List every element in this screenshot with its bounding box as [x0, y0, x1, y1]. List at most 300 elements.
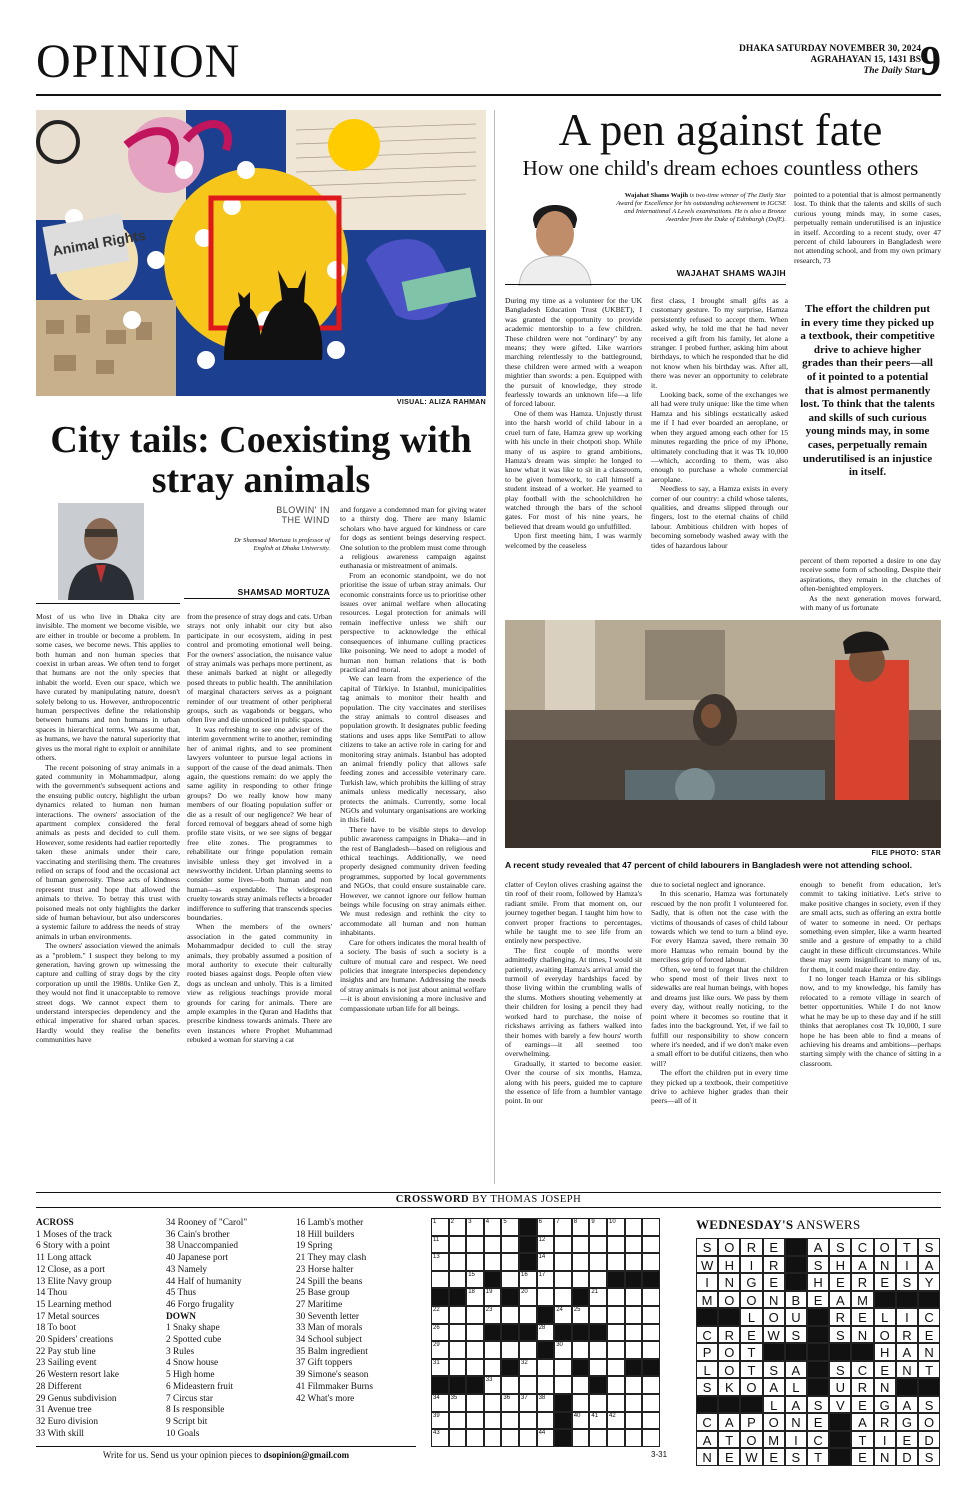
byline-rule: [184, 598, 330, 599]
grid-cell[interactable]: [572, 1394, 590, 1412]
grid-cell[interactable]: [554, 1341, 572, 1359]
grid-cell[interactable]: [642, 1253, 660, 1271]
clue: 8 Is responsible: [166, 1405, 225, 1416]
grid-number: 20: [521, 1289, 528, 1296]
answer-block: [718, 1308, 740, 1326]
answer-letter: P: [740, 1413, 762, 1431]
grid-cell[interactable]: [554, 1218, 572, 1236]
answer-block: [874, 1291, 896, 1309]
grid-cell[interactable]: [625, 1412, 643, 1430]
grid-cell[interactable]: [642, 1412, 660, 1430]
grid-number: 28: [538, 1324, 546, 1331]
grid-cell[interactable]: [607, 1429, 625, 1447]
answer-block: [896, 1378, 918, 1396]
grid-cell[interactable]: [537, 1394, 555, 1412]
grid-number: 14: [538, 1254, 546, 1261]
grid-cell[interactable]: [537, 1376, 555, 1394]
answer-letter: N: [785, 1413, 807, 1431]
answer-letter: G: [740, 1273, 762, 1291]
grid-number: 4: [485, 1219, 490, 1225]
answer-letter: E: [851, 1396, 873, 1414]
grid-cell[interactable]: [501, 1218, 519, 1236]
grid-block: [589, 1376, 607, 1394]
grid-cell[interactable]: [607, 1288, 625, 1306]
grid-cell[interactable]: [607, 1412, 625, 1430]
grid-cell[interactable]: [484, 1236, 502, 1254]
clue: 17 Metal sources: [36, 1311, 100, 1322]
down-label: DOWN: [166, 1311, 196, 1322]
grid-cell[interactable]: [501, 1394, 519, 1412]
grid-cell[interactable]: [537, 1253, 555, 1271]
grid-cell[interactable]: [572, 1412, 590, 1430]
answer-block: [829, 1448, 851, 1466]
section-title: OPINION: [36, 35, 241, 88]
clue: 31 Avenue tree: [36, 1405, 92, 1416]
answer-letter: O: [763, 1308, 785, 1326]
grid-number: 26: [433, 1324, 440, 1331]
grid-cell[interactable]: [519, 1306, 537, 1324]
footer-email[interactable]: dsopinion@gmail.com: [263, 1450, 350, 1460]
grid-block: [642, 1271, 660, 1289]
bio-name: Wajahat Shams Wajih: [624, 192, 688, 199]
grid-cell[interactable]: [607, 1376, 625, 1394]
grid-cell[interactable]: [572, 1376, 590, 1394]
grid-cell[interactable]: [607, 1324, 625, 1342]
crossword-clues-col3: [296, 1218, 424, 1405]
answer-letter: S: [829, 1238, 851, 1256]
grid-cell[interactable]: [449, 1236, 467, 1254]
clue: 27 Maritime: [296, 1299, 343, 1310]
grid-cell[interactable]: [519, 1341, 537, 1359]
grid-cell[interactable]: [589, 1236, 607, 1254]
grid-number: 7: [556, 1219, 560, 1225]
answer-letter: E: [851, 1308, 873, 1326]
grid-cell[interactable]: [501, 1236, 519, 1254]
grid-block: [572, 1288, 590, 1306]
grid-block: [607, 1271, 625, 1289]
article2-top-right: [794, 190, 941, 294]
answer-letter: S: [763, 1361, 785, 1379]
paragraph: One of them was Hamza. Unjustly thrust into the harsh world of child labour in a cruel turn of fate, Hamza grew up working with his uncle in their chotpoti shop. While many of us aspire to grand ambitions, Hamza's dream was simple: he longed to know what it was like to sit in a classroom, to be given homework, to call himself a student instead of a worker. He yearned to play football with the schoolchildren he watched through the bars of the school gates. For most of his nine years, he believed that dream would go unfulfilled.: [505, 408, 642, 531]
grid-cell[interactable]: [554, 1288, 572, 1306]
grid-cell[interactable]: [466, 1324, 484, 1342]
grid-cell[interactable]: [607, 1236, 625, 1254]
clue: 38 Unaccompanied: [166, 1241, 239, 1252]
grid-block: [625, 1359, 643, 1377]
grid-cell[interactable]: [466, 1236, 484, 1254]
answer-letter: S: [807, 1396, 829, 1414]
grid-number: 12: [538, 1236, 546, 1243]
answer-letter: N: [874, 1448, 896, 1466]
answer-letter: E: [874, 1273, 896, 1291]
paragraph: Most of us who live in Dhaka city are invisible. The moment we become visible, we are either in trouble or become a problem. In some cases, we become news. This applies to both human and non human species that coexist in urban areas. We often tend to forget that humans are not the only species that inhabit the world. Even our space, which we have curated by manipulating nature, doesn't solely belong to us. However, anthropocentric human perspectives define the relationship between humans and non humans in urban spaces in hierarchical terms. We assume that, as humans, we have the natural superiority that gives us the moral right to exploit or annihilate others.: [36, 612, 180, 763]
answer-letter: C: [851, 1238, 873, 1256]
answer-letter: H: [807, 1273, 829, 1291]
grid-number: 3: [468, 1219, 472, 1225]
grid-number: 32: [521, 1359, 528, 1366]
answer-letter: A: [785, 1396, 807, 1414]
grid-cell[interactable]: [449, 1429, 467, 1447]
answer-letter: S: [896, 1273, 918, 1291]
answer-letter: K: [718, 1378, 740, 1396]
grid-cell[interactable]: [589, 1359, 607, 1377]
grid-cell[interactable]: [466, 1218, 484, 1236]
grid-cell[interactable]: [589, 1288, 607, 1306]
answer-letter: N: [763, 1291, 785, 1309]
grid-cell[interactable]: [431, 1218, 449, 1236]
grid-cell[interactable]: [537, 1429, 555, 1447]
answer-block: [785, 1343, 807, 1361]
clue: 46 Forgo frugality: [166, 1299, 235, 1310]
grid-block: [554, 1324, 572, 1342]
answer-letter: O: [718, 1361, 740, 1379]
answer-letter: I: [696, 1273, 718, 1291]
grid-cell[interactable]: [466, 1394, 484, 1412]
answer-letter: A: [918, 1256, 940, 1274]
grid-cell[interactable]: [554, 1271, 572, 1289]
clue: 12 Close, as a port: [36, 1264, 105, 1275]
grid-cell[interactable]: [572, 1429, 590, 1447]
grid-cell[interactable]: [625, 1341, 643, 1359]
grid-cell[interactable]: [589, 1218, 607, 1236]
grid-cell[interactable]: [519, 1359, 537, 1377]
grid-cell[interactable]: [625, 1324, 643, 1342]
answer-letter: G: [874, 1396, 896, 1414]
grid-cell[interactable]: [484, 1376, 502, 1394]
grid-block: [572, 1324, 590, 1342]
grid-cell[interactable]: [431, 1236, 449, 1254]
grid-block: [554, 1412, 572, 1430]
grid-cell[interactable]: [537, 1324, 555, 1342]
grid-number: 41: [591, 1412, 599, 1419]
grid-cell[interactable]: [431, 1341, 449, 1359]
clue: 18 To boot: [36, 1323, 76, 1334]
grid-cell[interactable]: [449, 1306, 467, 1324]
answer-block: [807, 1308, 829, 1326]
grid-cell[interactable]: [572, 1236, 590, 1254]
grid-cell[interactable]: [501, 1376, 519, 1394]
author-portrait: [58, 503, 144, 600]
answer-block: [718, 1396, 740, 1414]
grid-cell[interactable]: [484, 1253, 502, 1271]
column-name: [250, 505, 330, 525]
grid-block: [484, 1324, 502, 1342]
page-number: 9: [920, 39, 941, 85]
grid-cell[interactable]: [501, 1306, 519, 1324]
answer-letter: Y: [918, 1273, 940, 1291]
photo-caption: A recent study revealed that 47 percent of child labourers in Bangladesh were not attending school.: [505, 860, 913, 870]
grid-cell[interactable]: [501, 1412, 519, 1430]
down-clue-list-2: [296, 1218, 424, 1405]
grid-cell[interactable]: [554, 1359, 572, 1377]
grid-cell[interactable]: [625, 1429, 643, 1447]
answer-letter: O: [740, 1431, 762, 1449]
grid-number: 11: [433, 1236, 440, 1243]
grid-cell[interactable]: [431, 1271, 449, 1289]
grid-cell[interactable]: [625, 1236, 643, 1254]
grid-cell[interactable]: [466, 1359, 484, 1377]
answer-letter: T: [740, 1343, 762, 1361]
grid-cell[interactable]: [449, 1253, 467, 1271]
grid-cell[interactable]: [501, 1253, 519, 1271]
grid-cell[interactable]: [572, 1341, 590, 1359]
clue: 13 Elite Navy group: [36, 1276, 112, 1287]
answer-letter: T: [740, 1361, 762, 1379]
clue: 42 What's more: [296, 1393, 355, 1404]
grid-cell[interactable]: [501, 1341, 519, 1359]
clue: 32 Euro division: [36, 1416, 98, 1427]
grid-cell[interactable]: [537, 1218, 555, 1236]
paragraph: The effort the children put in every time they picked up a textbook, their competitive drive to achieve higher grades than their peers—all of it: [651, 1068, 788, 1106]
grid-cell[interactable]: [589, 1271, 607, 1289]
answer-letter: N: [696, 1448, 718, 1466]
grid-cell[interactable]: [554, 1253, 572, 1271]
grid-cell[interactable]: [589, 1341, 607, 1359]
answer-letter: A: [851, 1256, 873, 1274]
answer-letter: S: [829, 1326, 851, 1344]
grid-cell[interactable]: [625, 1253, 643, 1271]
child-labour-photo: [505, 620, 941, 848]
grid-cell[interactable]: [431, 1324, 449, 1342]
grid-cell[interactable]: [484, 1394, 502, 1412]
grid-cell[interactable]: [484, 1412, 502, 1430]
grid-cell[interactable]: [431, 1412, 449, 1430]
grid-cell[interactable]: [501, 1429, 519, 1447]
grid-cell[interactable]: [642, 1218, 660, 1236]
grid-number: 42: [609, 1412, 616, 1419]
grid-cell[interactable]: [484, 1218, 502, 1236]
clue: 24 Spill the beans: [296, 1276, 363, 1287]
clue: 41 Filmmaker Burns: [296, 1381, 373, 1392]
clue: 3 Rules: [166, 1346, 195, 1357]
grid-cell[interactable]: [572, 1253, 590, 1271]
grid-cell[interactable]: [449, 1324, 467, 1342]
answer-block: [851, 1343, 873, 1361]
answer-block: [829, 1343, 851, 1361]
answer-letter: R: [829, 1308, 851, 1326]
photo-credit: FILE PHOTO: STAR: [871, 850, 941, 857]
grid-cell[interactable]: [431, 1429, 449, 1447]
answer-letter: M: [696, 1291, 718, 1309]
answer-block: [807, 1361, 829, 1379]
grid-cell[interactable]: [554, 1236, 572, 1254]
grid-cell[interactable]: [449, 1341, 467, 1359]
article2-lower-column1: [505, 880, 642, 1184]
grid-cell[interactable]: [572, 1306, 590, 1324]
author-photo-wajih: [505, 190, 605, 286]
grid-cell[interactable]: [537, 1412, 555, 1430]
answer-letter: R: [874, 1413, 896, 1431]
answer-letter: R: [718, 1326, 740, 1344]
clue: 40 Japanese port: [166, 1253, 228, 1264]
grid-cell[interactable]: [519, 1271, 537, 1289]
clue: 20 Spiders' creations: [36, 1335, 114, 1346]
answer-letter: M: [763, 1431, 785, 1449]
paragraph: During my time as a volunteer for the UK Bangladesh Education Trust (UKBET), I was granted the opportunity to provide academic mentorship to a few children. These children were not "ordinary" by any means; they were gifted. Like warriors marching relentlessly to the battleground, these children were armed with a weapon mightier than swords: a pen. Equipped with the pursuit of knowledge, they strode fearlessly towards an unknown life—a life of forced labour.: [505, 296, 642, 409]
grid-cell[interactable]: [625, 1394, 643, 1412]
grid-cell[interactable]: [449, 1412, 467, 1430]
grid-cell[interactable]: [431, 1359, 449, 1377]
clue: 7 Circus star: [166, 1393, 213, 1404]
answer-letter: E: [918, 1326, 940, 1344]
grid-cell[interactable]: [589, 1429, 607, 1447]
grid-cell[interactable]: [642, 1306, 660, 1324]
paragraph: There have to be visible steps to develop public awareness campaigns in Dhaka—and in the rest of Bangladesh—based on religious and ethical teachings. Additionally, we need properly designed community driven feeding programmes, supported by local governments and NGOs, that could ensure sustainable care. However, we cannot ignore our fellow human beings while focusing on stray animals either. We must redesign and rethink the city to accommodate all human and non human inhabitants.: [340, 824, 486, 938]
grid-cell[interactable]: [642, 1376, 660, 1394]
answer-letter: E: [829, 1273, 851, 1291]
answer-letter: A: [807, 1238, 829, 1256]
answer-letter: A: [718, 1413, 740, 1431]
grid-cell[interactable]: [484, 1288, 502, 1306]
paragraph: due to societal neglect and ignorance.: [651, 880, 766, 889]
grid-number: 21: [591, 1289, 599, 1296]
clue: 30 Seventh letter: [296, 1311, 359, 1322]
grid-cell[interactable]: [431, 1394, 449, 1412]
grid-cell[interactable]: [589, 1306, 607, 1324]
grid-cell[interactable]: [466, 1306, 484, 1324]
grid-cell[interactable]: [466, 1429, 484, 1447]
answer-block: [785, 1238, 807, 1256]
grid-block: [572, 1359, 590, 1377]
answer-letter: S: [829, 1361, 851, 1379]
grid-cell[interactable]: [642, 1394, 660, 1412]
answer-letter: T: [896, 1238, 918, 1256]
grid-cell[interactable]: [642, 1236, 660, 1254]
dateline: [739, 44, 921, 77]
grid-cell[interactable]: [519, 1288, 537, 1306]
answer-letter: B: [785, 1291, 807, 1309]
grid-cell[interactable]: [572, 1218, 590, 1236]
grid-number: 43: [433, 1430, 440, 1437]
clue: 15 Learning method: [36, 1299, 112, 1310]
answer-block: [807, 1343, 829, 1361]
grid-number: 22: [433, 1307, 440, 1313]
grid-cell[interactable]: [607, 1359, 625, 1377]
grid-cell[interactable]: [449, 1394, 467, 1412]
grid-cell[interactable]: [625, 1218, 643, 1236]
answer-letter: I: [740, 1256, 762, 1274]
grid-cell[interactable]: [466, 1288, 484, 1306]
grid-cell[interactable]: [589, 1394, 607, 1412]
answer-letter: N: [718, 1273, 740, 1291]
grid-cell[interactable]: [642, 1341, 660, 1359]
grid-cell[interactable]: [519, 1376, 537, 1394]
grid-cell[interactable]: [431, 1306, 449, 1324]
grid-cell[interactable]: [484, 1341, 502, 1359]
grid-cell[interactable]: [607, 1341, 625, 1359]
grid-cell[interactable]: [519, 1394, 537, 1412]
answer-letter: P: [696, 1343, 718, 1361]
crossword-grid[interactable]: [431, 1218, 661, 1446]
grid-cell[interactable]: [607, 1306, 625, 1324]
grid-cell[interactable]: [484, 1359, 502, 1377]
grid-cell[interactable]: [519, 1429, 537, 1447]
grid-number: 8: [573, 1219, 578, 1225]
grid-cell[interactable]: [484, 1306, 502, 1324]
answer-letter: E: [763, 1273, 785, 1291]
grid-cell[interactable]: [484, 1429, 502, 1447]
grid-cell[interactable]: [625, 1376, 643, 1394]
grid-number: 30: [556, 1342, 563, 1349]
grid-block: [484, 1271, 502, 1289]
grid-cell[interactable]: [466, 1412, 484, 1430]
grid-block: [501, 1324, 519, 1342]
grid-cell[interactable]: [466, 1341, 484, 1359]
grid-cell[interactable]: [537, 1288, 555, 1306]
answer-letter: O: [763, 1413, 785, 1431]
grid-cell[interactable]: [537, 1271, 555, 1289]
answer-letter: G: [896, 1413, 918, 1431]
stray-animals-illustration: [36, 110, 486, 396]
grid-cell[interactable]: [607, 1253, 625, 1271]
clue: 18 Hill builders: [296, 1229, 355, 1240]
footer: [36, 1446, 416, 1462]
answer-letter: A: [851, 1413, 873, 1431]
grid-cell[interactable]: [554, 1376, 572, 1394]
answer-letter: C: [696, 1326, 718, 1344]
grid-cell[interactable]: [589, 1412, 607, 1430]
answers-title-day: WEDNESDAY'S: [696, 1217, 794, 1232]
paragraph: first class, I brought small gifts as a customary gesture. To my surprise, Hamza persistently refused to accept them. When asked why, he told me that he had never received a gift from his family, let alone a stranger. I probed further, asking him about birthdays, to which he responded that he did not know when his birthday was. After all, there was never an opportunity to celebrate it.: [651, 296, 788, 390]
article2-column3-top: [800, 556, 941, 612]
clue: 19 Spring: [296, 1241, 333, 1252]
paragraph: The first couple of months were admittedly challenging. At times, I would sit patiently, awaiting Hamza's arrival amid the turmoil of everyday hardships faced by those living within the crumbling walls of the slums. Mothers shouting vehemently at their children for losing a pencil they had worked hard to purchase, the noise of rickshaws arriving as fathers walked into their homes with barely a few hours' worth of earnings—it all seemed too overwhelming.: [505, 945, 642, 1059]
grid-cell[interactable]: [449, 1359, 467, 1377]
clue: 23 Sailing event: [36, 1358, 97, 1369]
grid-cell[interactable]: [625, 1306, 643, 1324]
answer-letter: O: [718, 1343, 740, 1361]
grid-cell[interactable]: [519, 1412, 537, 1430]
clue: 5 High home: [166, 1370, 215, 1381]
article1-column2: [187, 612, 332, 1184]
grid-cell[interactable]: [466, 1271, 484, 1289]
grid-number: 5: [503, 1219, 507, 1225]
grid-cell[interactable]: [537, 1236, 555, 1254]
grid-cell[interactable]: [607, 1394, 625, 1412]
grid-cell[interactable]: [431, 1253, 449, 1271]
answer-letter: S: [785, 1326, 807, 1344]
grid-cell[interactable]: [589, 1253, 607, 1271]
answer-letter: W: [696, 1256, 718, 1274]
grid-cell[interactable]: [449, 1271, 467, 1289]
answer-letter: V: [829, 1396, 851, 1414]
paragraph: and forgave a condemned man for giving water to a thirsty dog. There are many Islamic scholars who have argued for kindness or care for dogs as sentient beings deserving respect. One solution to the problem must come through a religious awareness campaign against euthanasia or mistreatment of animals.: [340, 505, 486, 571]
grid-number: 9: [591, 1219, 595, 1225]
grid-cell[interactable]: [642, 1429, 660, 1447]
grid-block: [554, 1429, 572, 1447]
answer-letter: E: [851, 1448, 873, 1466]
answer-letter: A: [829, 1291, 851, 1309]
column-divider: [494, 110, 495, 1184]
grid-cell[interactable]: [642, 1324, 660, 1342]
grid-cell[interactable]: [466, 1253, 484, 1271]
grid-number: 13: [433, 1254, 440, 1261]
grid-cell[interactable]: [501, 1271, 519, 1289]
grid-cell[interactable]: [625, 1288, 643, 1306]
grid-cell[interactable]: [572, 1271, 590, 1289]
grid-cell[interactable]: [642, 1288, 660, 1306]
answer-letter: L: [740, 1308, 762, 1326]
paper-name: The Daily Star: [863, 66, 921, 76]
grid-cell[interactable]: [554, 1306, 572, 1324]
answer-letter: C: [807, 1431, 829, 1449]
answer-block: [763, 1343, 785, 1361]
grid-cell[interactable]: [607, 1218, 625, 1236]
grid-cell[interactable]: [449, 1218, 467, 1236]
grid-number: 18: [468, 1289, 475, 1296]
column-name-line2: THE WIND: [281, 515, 330, 525]
grid-cell[interactable]: [537, 1359, 555, 1377]
